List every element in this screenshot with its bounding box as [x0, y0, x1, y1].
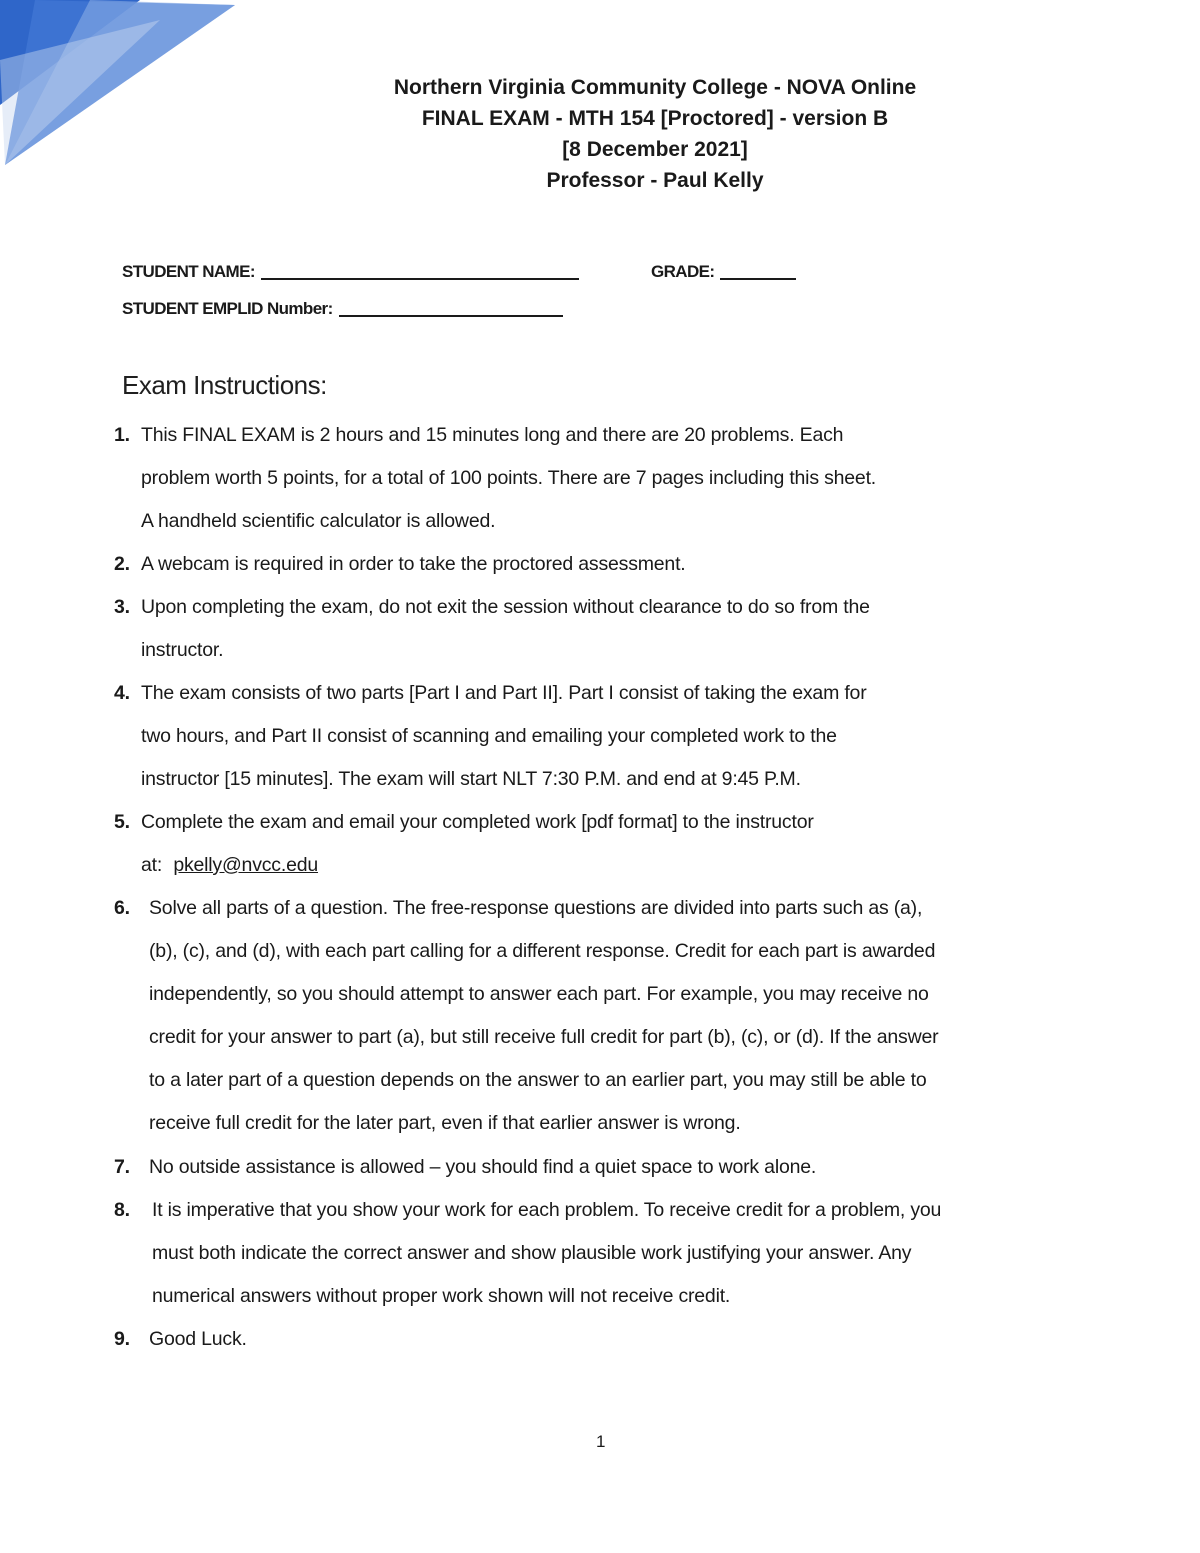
- item-number: 3.: [114, 596, 130, 618]
- emplid-row: [122, 297, 563, 319]
- item-line: No outside assistance is allowed – you should find a quiet space to work alone.: [149, 1156, 817, 1178]
- item-line: Good Luck.: [149, 1328, 247, 1350]
- item-line: instructor.: [141, 639, 224, 661]
- item-line: must both indicate the correct answer and show plausible work justifying your answer. Any: [152, 1242, 912, 1264]
- student-name-label: STUDENT NAME:: [122, 262, 255, 281]
- item-number: 9.: [114, 1328, 130, 1350]
- grade-label: GRADE:: [651, 262, 715, 281]
- college-name: Northern Virginia Community College - NOVA Online: [393, 76, 917, 99]
- item-line: credit for your answer to part (a), but still receive full credit for part (b), (c), or (d). If the answer: [149, 1026, 939, 1048]
- email-prefix: at:: [141, 854, 163, 876]
- item-number: 2.: [114, 553, 130, 575]
- item-line: (b), (c), and (d), with each part calling for a different response. Credit for each part is awarded: [149, 940, 936, 962]
- page-number: 1: [596, 1432, 606, 1451]
- emplid-field[interactable]: [339, 297, 563, 317]
- instructions-title: Exam Instructions:: [122, 370, 327, 400]
- item-line: The exam consists of two parts [Part I and Part II]. Part I consist of taking the exam for: [141, 682, 867, 704]
- grade-field[interactable]: [720, 260, 796, 280]
- item-line: two hours, and Part II consist of scanning and emailing your completed work to the: [141, 725, 837, 747]
- item-line: A handheld scientific calculator is allowed.: [141, 510, 496, 532]
- student-name-field[interactable]: [261, 260, 579, 280]
- item-line: Complete the exam and email your completed work [pdf format] to the instructor: [141, 811, 814, 833]
- student-name-row: [122, 260, 579, 282]
- item-line: independently, so you should attempt to answer each part. For example, you may receive no: [149, 983, 929, 1005]
- item-number: 4.: [114, 682, 130, 704]
- item-number: 8.: [114, 1199, 130, 1221]
- item-line: problem worth 5 points, for a total of 100 points. There are 7 pages including this sheet.: [141, 467, 877, 489]
- exam-date: [8 December 2021]: [562, 138, 748, 161]
- item-line: It is imperative that you show your work for each problem. To receive credit for a problem, you: [152, 1199, 942, 1221]
- exam-title: FINAL EXAM - MTH 154 [Proctored] - version B: [421, 107, 889, 130]
- exam-header: [0, 72, 1200, 196]
- item-line: This FINAL EXAM is 2 hours and 15 minutes long and there are 20 problems. Each: [141, 424, 844, 446]
- item-line: Upon completing the exam, do not exit the session without clearance to do so from the: [141, 596, 870, 618]
- item-line: A webcam is required in order to take the proctored assessment.: [141, 553, 686, 575]
- item-line: to a later part of a question depends on the answer to an earlier part, you may still be able to: [149, 1069, 927, 1091]
- email-line: [141, 844, 814, 887]
- item-number: 7.: [114, 1156, 130, 1178]
- instructor-email-link[interactable]: pkelly@nvcc.edu: [173, 854, 319, 876]
- professor-name: Professor - Paul Kelly: [546, 169, 764, 192]
- item-line: Solve all parts of a question. The free-response questions are divided into parts such as (a),: [149, 897, 923, 919]
- grade-row: [651, 260, 796, 282]
- item-number: 5.: [114, 811, 130, 833]
- emplid-label: STUDENT EMPLID Number:: [122, 299, 333, 318]
- item-line: receive full credit for the later part, even if that earlier answer is wrong.: [149, 1112, 741, 1134]
- item-number: 1.: [114, 424, 130, 446]
- item-line: instructor [15 minutes]. The exam will start NLT 7:30 P.M. and end at 9:45 P.M.: [141, 768, 801, 790]
- item-line: numerical answers without proper work shown will not receive credit.: [152, 1285, 731, 1307]
- item-number: 6.: [114, 897, 130, 919]
